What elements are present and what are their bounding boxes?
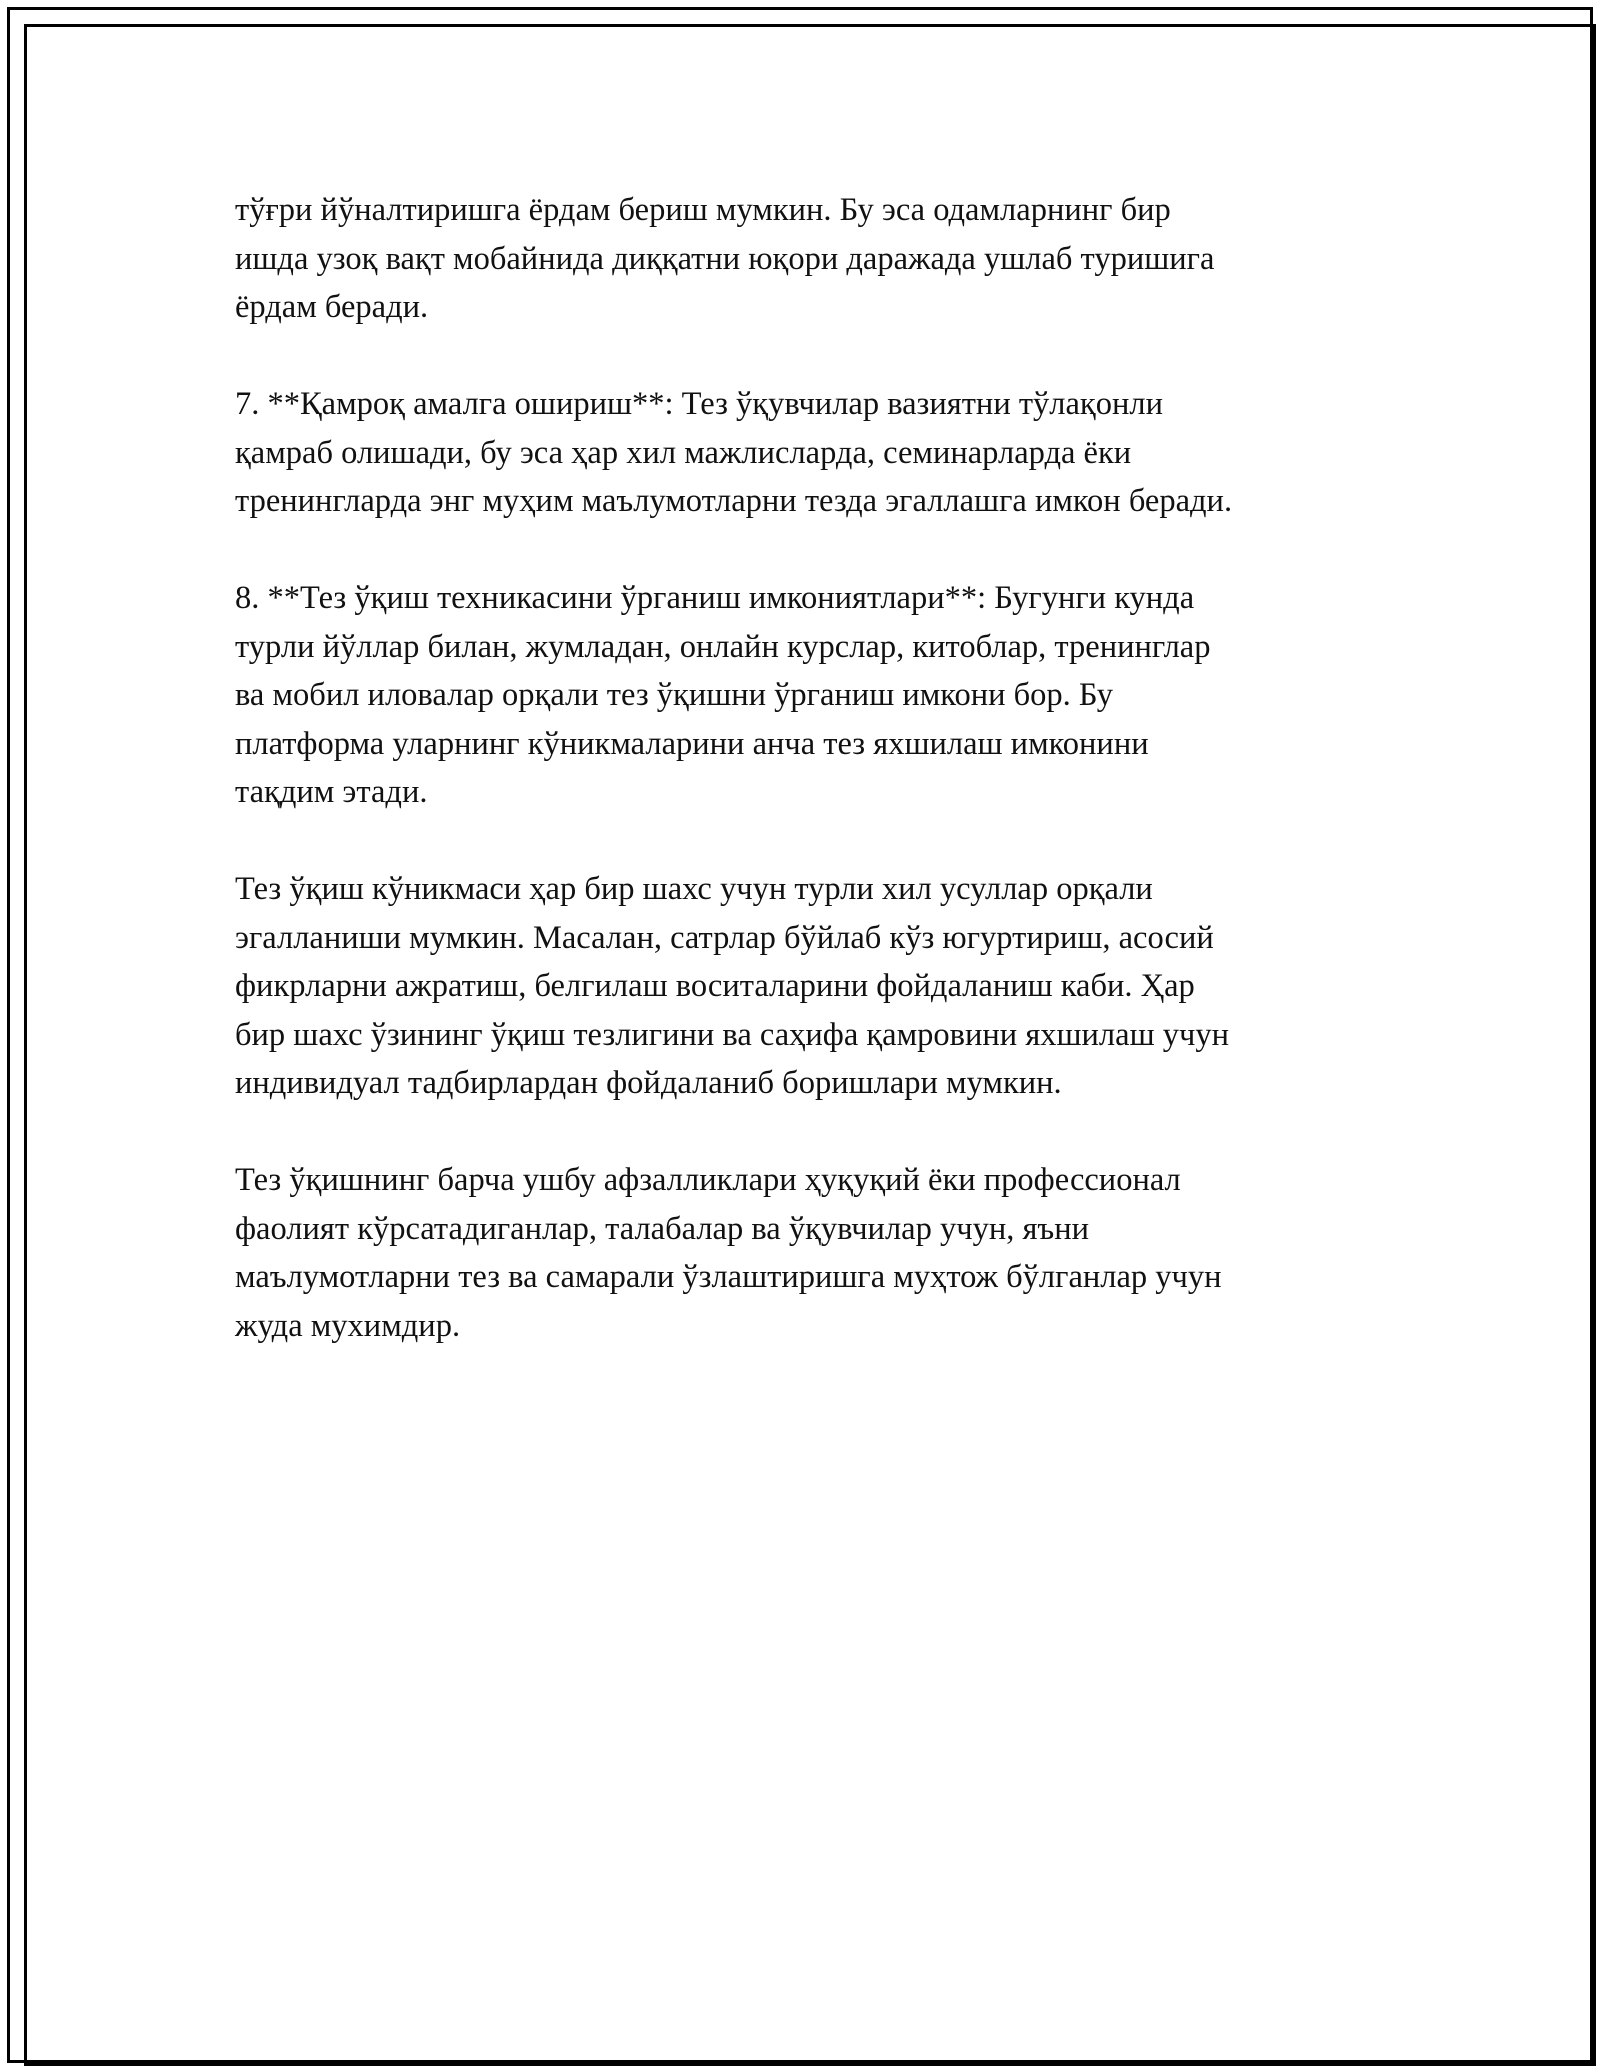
- paragraph-item-7: 7. **Қамроқ амалга ошириш**: Тез ўқувчилар вазиятни тўлақонли қамраб олишади, бу эса ҳар хил мажлисларда, семинарларда ёки тренингларда энг муҳим маълумотларни тезда эгаллашга имкон беради.: [235, 386, 1233, 519]
- paragraph-continuation: тўғри йўналтиришга ёрдам бериш мумкин. Бу эса одамларнинг бир ишда узоқ вақт мобайнида диққатни юқори даражада ушлаб туришига ёрдам беради.: [235, 192, 1215, 325]
- document-body: [235, 186, 1385, 1399]
- paragraph-item-8: 8. **Тез ўқиш техникасини ўрганиш имкониятлари**: Бугунги кунда турли йўллар билан, жумладан, онлайн курслар, китоблар, тренинглар ва мобил иловалар орқали тез ўқишни ўрганиш имкони бор. Бу платформа уларнинг кўникмаларини анча тез яхшилаш имконини тақдим этади.: [235, 580, 1211, 810]
- paragraph-conclusion: Тез ўқишнинг барча ушбу афзалликлари ҳуқуқий ёки профессионал фаолият кўрсатадиганлар, талабалар ва ўқувчилар учун, яъни маълумотларни тез ва самарали ўзлаштиришга муҳтож бўлганлар учун жуда мухимдир.: [235, 1162, 1222, 1344]
- paragraph-methods: Тез ўқиш кўникмаси ҳар бир шахс учун турли хил усуллар орқали эгалланиши мумкин. Масалан, сатрлар бўйлаб кўз югуртириш, асосий фикрларни ажратиш, белгилаш воситаларини фойдаланиш каби. Ҳар бир шахс ўзининг ўқиш тезлигини ва саҳифа қамровини яхшилаш учун индивидуал тадбирлардан фойдаланиб боришлари мумкин.: [235, 871, 1229, 1101]
